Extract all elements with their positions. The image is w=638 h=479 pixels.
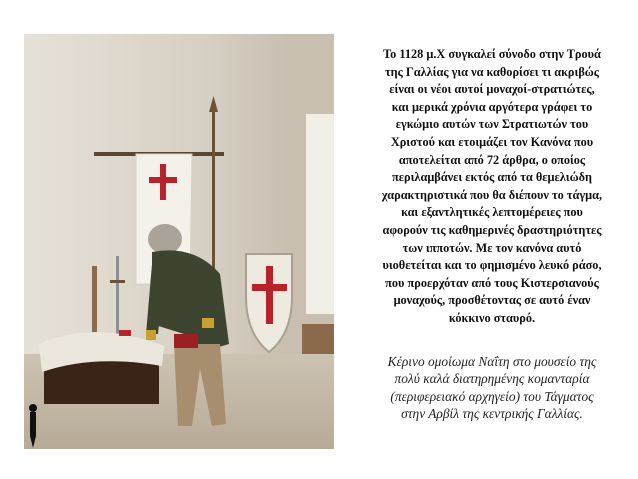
body-text-line: που προερχόταν από τους Κιστερσιανούς	[385, 275, 599, 290]
body-paragraph	[354, 46, 630, 328]
body-text-line: είναι οι νέοι αυτοί μοναχοί-στρατιώτες,	[389, 82, 595, 97]
body-text-line: και μερικά χρόνια αργότερα γράφει το	[391, 99, 593, 114]
body-text-line: κόκκινο σταυρό.	[448, 310, 536, 325]
body-text-line: Το 1128 μ.Χ συγκαλεί σύνοδο στην Τρουά	[383, 47, 601, 61]
caption-line: στην Αρβίλ της κεντρικής Γαλλίας.	[401, 406, 583, 422]
body-text-line: υιοθετείται και το φημισμένο λευκό ράσο,	[382, 258, 602, 273]
caption-line: (περιφερειακό αρχηγείο) του Τάγματος	[390, 388, 594, 404]
photo-caption	[362, 353, 622, 423]
body-text-line: της Γαλλίας για να καθορίσει τι ακριβώς	[385, 64, 599, 79]
body-text-line: και εξαντλητικές λεπτομέρειες που	[401, 205, 583, 220]
body-text-line: αποτελείται από 72 άρθρα, ο οποίος	[398, 152, 586, 167]
body-text-line: μοναχούς, προσθέτοντας σε αυτό έναν	[393, 293, 591, 308]
templar-wax-figure-photo	[24, 34, 334, 449]
body-text-line: περιλαμβάνει εκτός από τα θεμελιώδη	[392, 170, 592, 185]
body-text-line: των ιπποτών. Με τον κανόνα αυτό	[402, 240, 582, 255]
body-text-line: χαρακτηριστικά που θα διέπουν το τάγμα,	[381, 187, 603, 202]
body-text-line: Χριστού και ετοιμάζει τον Κανόνα που	[390, 134, 594, 149]
caption-line: πολύ καλά διατηρημένης κομανταρία	[394, 371, 590, 387]
caption-line: Κέρινο ομοίωμα Ναΐτη στο μουσείο της	[387, 354, 597, 369]
cross-horizontal	[149, 177, 177, 183]
body-text-line: αφορούν τις καθημερινές δραστηριότητες	[382, 222, 602, 237]
body-text-line: εγκώμιο αυτών των Στρατιωτών του	[395, 117, 589, 132]
